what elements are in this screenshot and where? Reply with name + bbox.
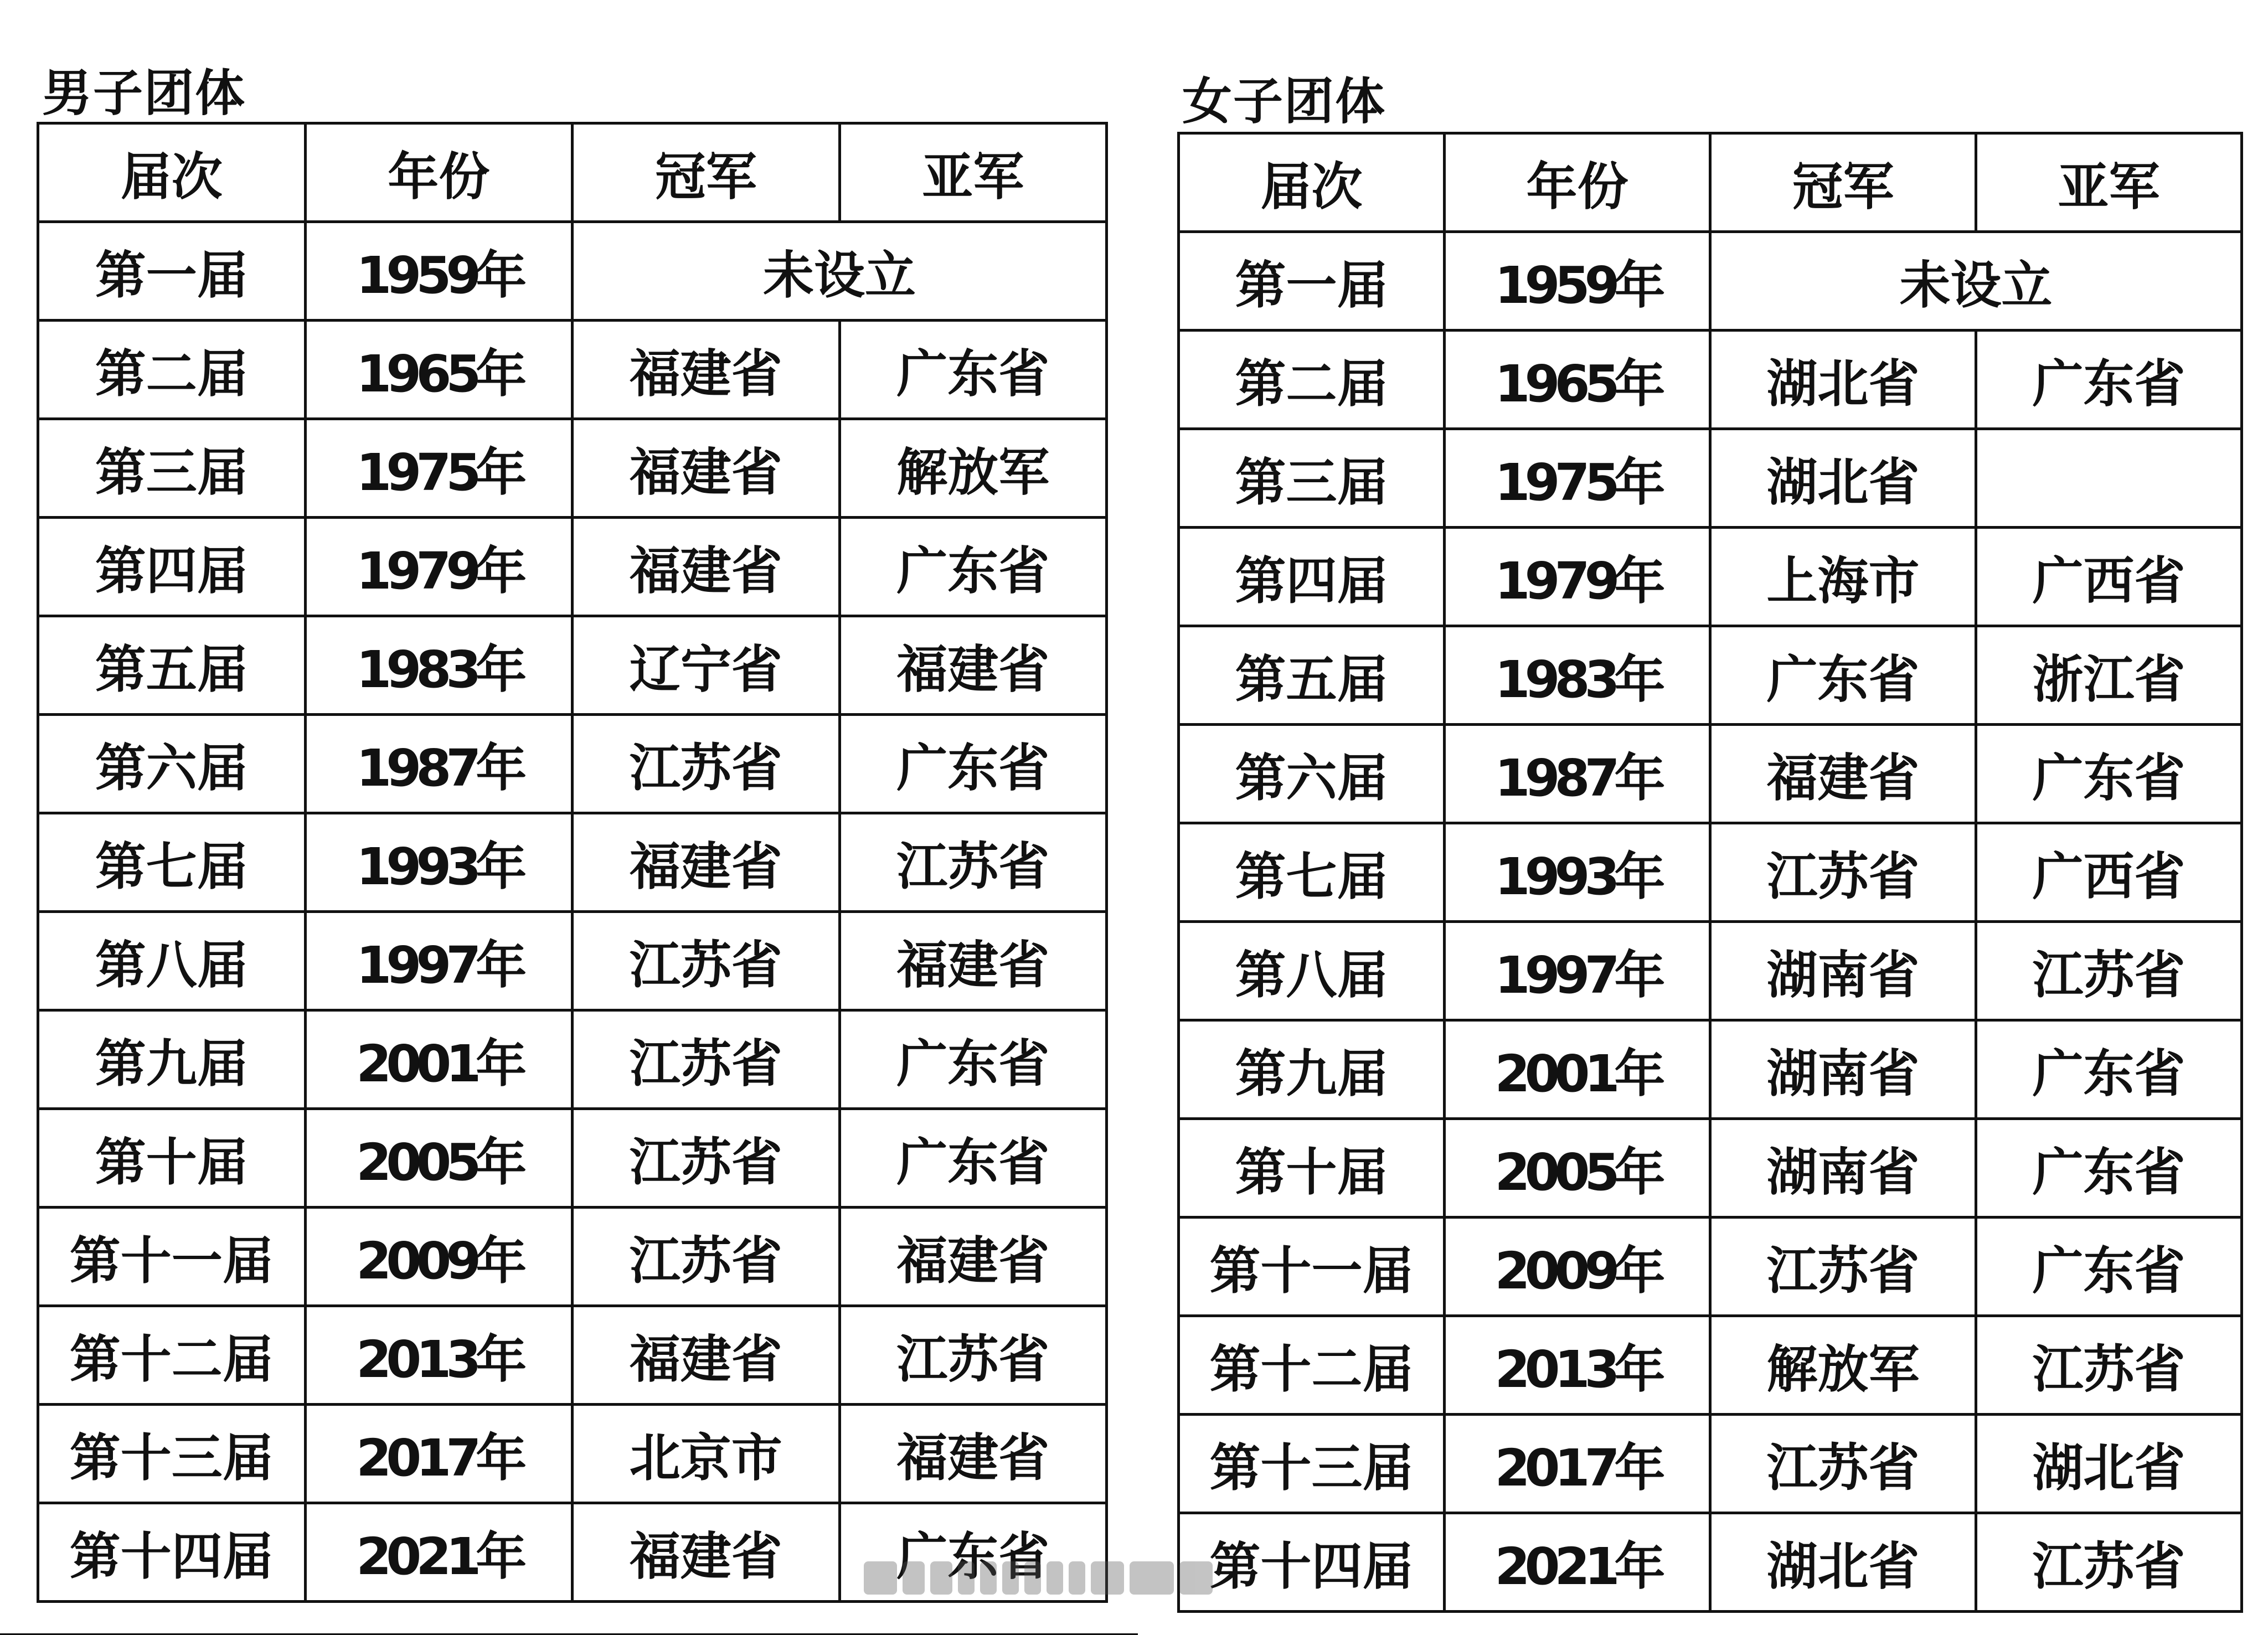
table-row — [38, 1109, 1107, 1208]
year-cell: 2017年 — [305, 1405, 573, 1503]
champion-cell: 北京市 — [573, 1405, 840, 1503]
year-cell: 2009年 — [305, 1208, 573, 1306]
runner-up-cell: 广东省 — [839, 518, 1107, 616]
edition-cell: 第七届 — [38, 813, 306, 912]
champion-cell: 湖南省 — [1710, 922, 1976, 1020]
champion-cell: 湖北省 — [1710, 429, 1976, 528]
champion-cell: 解放军 — [1710, 1316, 1976, 1415]
runner-up-cell: 广西省 — [1976, 528, 2242, 626]
table-row — [1179, 528, 2242, 626]
runner-up-cell: 福建省 — [839, 1405, 1107, 1503]
table-row — [1179, 1218, 2242, 1316]
champion-cell: 江苏省 — [1710, 1218, 1976, 1316]
year-cell: 1987年 — [305, 715, 573, 813]
champion-cell: 福建省 — [573, 1503, 840, 1602]
champion-cell: 江苏省 — [573, 715, 840, 813]
header-year: 年份 — [305, 123, 573, 222]
runner-up-cell: 广东省 — [839, 1010, 1107, 1109]
champion-cell: 江苏省 — [1710, 1415, 1976, 1513]
edition-cell: 第十二届 — [38, 1306, 306, 1405]
year-cell: 1987年 — [1445, 725, 1710, 823]
table-row — [1179, 823, 2242, 922]
table-row — [1179, 429, 2242, 528]
runner-up-cell: 江苏省 — [1976, 922, 2242, 1020]
year-cell: 2005年 — [305, 1109, 573, 1208]
champion-cell: 福建省 — [1710, 725, 1976, 823]
edition-cell: 第十三届 — [1179, 1415, 1445, 1513]
year-cell: 2001年 — [1445, 1020, 1710, 1119]
edition-cell: 第九届 — [38, 1010, 306, 1109]
runner-up-cell: 广东省 — [1976, 1020, 2242, 1119]
runner-up-cell: 江苏省 — [1976, 1316, 2242, 1415]
year-cell: 2009年 — [1445, 1218, 1710, 1316]
runner-up-cell: 福建省 — [839, 912, 1107, 1010]
champion-cell: 辽宁省 — [573, 616, 840, 715]
year-cell: 1993年 — [1445, 823, 1710, 922]
edition-cell: 第三届 — [1179, 429, 1445, 528]
header-year: 年份 — [1445, 133, 1710, 232]
table-row — [38, 1208, 1107, 1306]
edition-cell: 第五届 — [1179, 626, 1445, 725]
edition-cell: 第二届 — [38, 321, 306, 419]
runner-up-cell: 江苏省 — [839, 1306, 1107, 1405]
edition-cell: 第十四届 — [38, 1503, 306, 1602]
edition-cell: 第四届 — [38, 518, 306, 616]
runner-up-cell — [1976, 429, 2242, 528]
edition-cell: 第十一届 — [38, 1208, 306, 1306]
header-runner-up: 亚军 — [839, 123, 1107, 222]
table-row — [1179, 232, 2242, 331]
year-cell: 1997年 — [305, 912, 573, 1010]
edition-cell: 第七届 — [1179, 823, 1445, 922]
women-team-table — [1177, 132, 2243, 1613]
runner-up-cell: 浙江省 — [1976, 626, 2242, 725]
table-row — [1179, 1020, 2242, 1119]
table-row — [38, 321, 1107, 419]
edition-cell: 第二届 — [1179, 331, 1445, 429]
header-champion: 冠军 — [573, 123, 840, 222]
year-cell: 1979年 — [1445, 528, 1710, 626]
year-cell: 2017年 — [1445, 1415, 1710, 1513]
table-row — [38, 813, 1107, 912]
edition-cell: 第八届 — [1179, 922, 1445, 1020]
table-row — [1179, 626, 2242, 725]
header-edition: 届次 — [38, 123, 306, 222]
edition-cell: 第八届 — [38, 912, 306, 1010]
champion-cell: 福建省 — [573, 518, 840, 616]
year-cell: 2001年 — [305, 1010, 573, 1109]
edition-cell: 第六届 — [1179, 725, 1445, 823]
edition-cell: 第十一届 — [1179, 1218, 1445, 1316]
champion-cell: 福建省 — [573, 419, 840, 518]
edition-cell: 第十三届 — [38, 1405, 306, 1503]
year-cell: 2021年 — [1445, 1513, 1710, 1612]
edition-cell: 第九届 — [1179, 1020, 1445, 1119]
table-row — [1179, 922, 2242, 1020]
edition-cell: 第十届 — [38, 1109, 306, 1208]
header-champion: 冠军 — [1710, 133, 1976, 232]
runner-up-cell: 解放军 — [839, 419, 1107, 518]
table-row — [38, 912, 1107, 1010]
table-row — [38, 419, 1107, 518]
champion-cell: 湖南省 — [1710, 1119, 1976, 1218]
not-established-cell: 未设立 — [573, 222, 1107, 321]
table-header-row — [38, 123, 1107, 222]
champion-cell: 广东省 — [1710, 626, 1976, 725]
year-cell: 1993年 — [305, 813, 573, 912]
year-cell: 2021年 — [305, 1503, 573, 1602]
table-row — [38, 222, 1107, 321]
table-row — [38, 1010, 1107, 1109]
table-header-row — [1179, 133, 2242, 232]
header-runner-up: 亚军 — [1976, 133, 2242, 232]
edition-cell: 第十二届 — [1179, 1316, 1445, 1415]
year-cell: 1979年 — [305, 518, 573, 616]
year-cell: 1959年 — [305, 222, 573, 321]
table-row — [38, 1306, 1107, 1405]
runner-up-cell: 湖北省 — [1976, 1415, 2242, 1513]
edition-cell: 第六届 — [38, 715, 306, 813]
table-row — [38, 715, 1107, 813]
edition-cell: 第四届 — [1179, 528, 1445, 626]
year-cell: 1959年 — [1445, 232, 1710, 331]
runner-up-cell: 江苏省 — [839, 813, 1107, 912]
champion-cell: 福建省 — [573, 813, 840, 912]
table-row — [1179, 1119, 2242, 1218]
champion-cell: 福建省 — [573, 321, 840, 419]
champion-cell: 湖南省 — [1710, 1020, 1976, 1119]
edition-cell: 第三届 — [38, 419, 306, 518]
women-team-title: 女子团体 — [1182, 73, 1386, 131]
champion-cell: 上海市 — [1710, 528, 1976, 626]
champion-cell: 江苏省 — [573, 1109, 840, 1208]
year-cell: 1983年 — [1445, 626, 1710, 725]
year-cell: 1975年 — [305, 419, 573, 518]
not-established-cell: 未设立 — [1710, 232, 2242, 331]
runner-up-cell: 广东省 — [1976, 1218, 2242, 1316]
edition-cell: 第十四届 — [1179, 1513, 1445, 1612]
year-cell: 1975年 — [1445, 429, 1710, 528]
runner-up-cell: 广东省 — [839, 1503, 1107, 1602]
runner-up-cell: 江苏省 — [1976, 1513, 2242, 1612]
table-row — [38, 1405, 1107, 1503]
table-row — [1179, 331, 2242, 429]
runner-up-cell: 广东省 — [1976, 1119, 2242, 1218]
year-cell: 1983年 — [305, 616, 573, 715]
men-team-title: 男子团体 — [42, 64, 246, 122]
runner-up-cell: 广西省 — [1976, 823, 2242, 922]
edition-cell: 第一届 — [1179, 232, 1445, 331]
runner-up-cell: 广东省 — [839, 1109, 1107, 1208]
year-cell: 1997年 — [1445, 922, 1710, 1020]
table-row — [38, 518, 1107, 616]
watermark — [864, 1561, 1213, 1595]
table-row — [1179, 1513, 2242, 1612]
edition-cell: 第五届 — [38, 616, 306, 715]
edition-cell: 第一届 — [38, 222, 306, 321]
year-cell: 1965年 — [305, 321, 573, 419]
table-row — [1179, 1316, 2242, 1415]
table-row — [1179, 1415, 2242, 1513]
header-edition: 届次 — [1179, 133, 1445, 232]
runner-up-cell: 广东省 — [839, 321, 1107, 419]
runner-up-cell: 福建省 — [839, 1208, 1107, 1306]
year-cell: 2005年 — [1445, 1119, 1710, 1218]
table-row — [1179, 725, 2242, 823]
year-cell: 1965年 — [1445, 331, 1710, 429]
runner-up-cell: 广东省 — [1976, 331, 2242, 429]
table-row — [38, 616, 1107, 715]
champion-cell: 江苏省 — [573, 1010, 840, 1109]
edition-cell: 第十届 — [1179, 1119, 1445, 1218]
year-cell: 2013年 — [1445, 1316, 1710, 1415]
champion-cell: 湖北省 — [1710, 1513, 1976, 1612]
champion-cell: 福建省 — [573, 1306, 840, 1405]
runner-up-cell: 福建省 — [839, 616, 1107, 715]
year-cell: 2013年 — [305, 1306, 573, 1405]
champion-cell: 江苏省 — [573, 1208, 840, 1306]
champion-cell: 江苏省 — [573, 912, 840, 1010]
runner-up-cell: 广东省 — [839, 715, 1107, 813]
champion-cell: 湖北省 — [1710, 331, 1976, 429]
men-team-table — [37, 122, 1108, 1603]
champion-cell: 江苏省 — [1710, 823, 1976, 922]
runner-up-cell: 广东省 — [1976, 725, 2242, 823]
